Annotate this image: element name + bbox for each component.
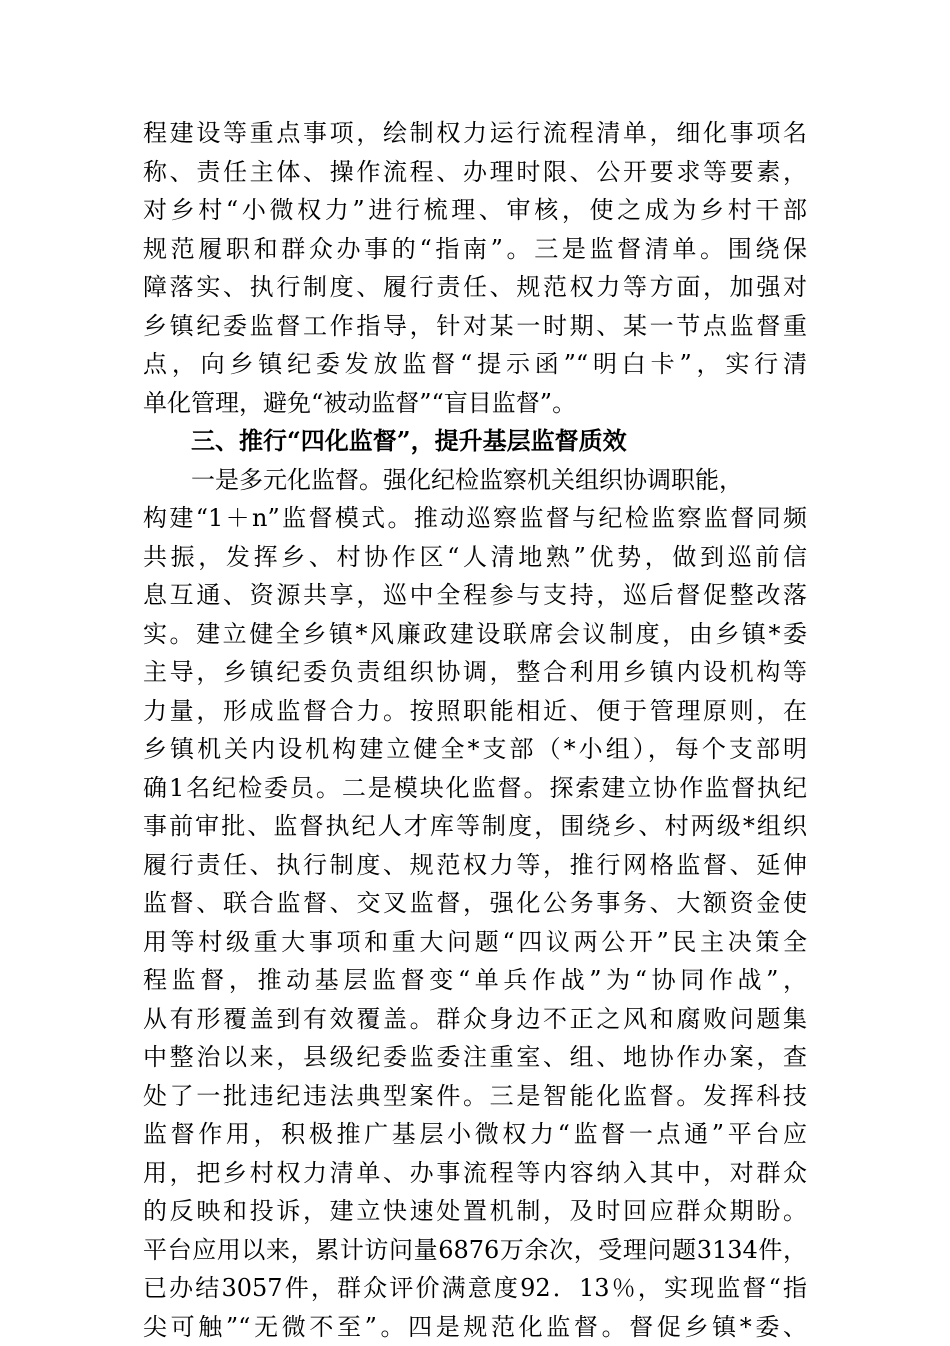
- paragraph-body: [143, 461, 807, 1346]
- document-page: [143, 114, 807, 1346]
- paragraph-continuation: [143, 114, 807, 422]
- text-line: 监督、联合监督、交叉监督，强化公务事务、大额资金使: [143, 884, 807, 923]
- text-line: 事前审批、监督执纪人才库等制度，围绕乡、村两级*组织: [143, 807, 807, 846]
- text-line: 力量，形成监督合力。按照职能相近、便于管理原则，在: [143, 692, 807, 731]
- text-line: 乡镇机关内设机构建立健全*支部（*小组），每个支部明: [143, 730, 807, 769]
- text-line: 程监督，推动基层监督变“单兵作战”为“协同作战”，: [143, 961, 807, 1000]
- text-line: 主导，乡镇纪委负责组织协调，整合利用乡镇内设机构等: [143, 653, 807, 692]
- text-line: 规范履职和群众办事的“指南”。三是监督清单。围绕保: [143, 230, 807, 269]
- section-heading: 三、推行“四化监督”，提升基层监督质效: [143, 422, 807, 461]
- text-line: 确1名纪检委员。二是模块化监督。探索建立协作监督执纪: [143, 769, 807, 808]
- text-line: 平台应用以来，累计访问量6876万余次，受理问题3134件，: [143, 1231, 807, 1270]
- text-line: 实。建立健全乡镇*风廉政建设联席会议制度，由乡镇*委: [143, 615, 807, 654]
- text-line: 一是多元化监督。强化纪检监察机关组织协调职能，: [143, 461, 807, 500]
- text-line: 单化管理，避免“被动监督”“盲目监督”。: [143, 384, 807, 423]
- text-line: 对乡村“小微权力”进行梳理、审核，使之成为乡村干部: [143, 191, 807, 230]
- text-line: 乡镇纪委监督工作指导，针对某一时期、某一节点监督重: [143, 307, 807, 346]
- text-line: 息互通、资源共享，巡中全程参与支持，巡后督促整改落: [143, 576, 807, 615]
- text-line: 中整治以来，县级纪委监委注重室、组、地协作办案，查: [143, 1038, 807, 1077]
- text-line: 从有形覆盖到有效覆盖。群众身边不正之风和腐败问题集: [143, 1000, 807, 1039]
- text-line: 尖可触”“无微不至”。四是规范化监督。督促乡镇*委、: [143, 1308, 807, 1346]
- text-line: 称、责任主体、操作流程、办理时限、公开要求等要素，: [143, 153, 807, 192]
- text-line: 已办结3057件，群众评价满意度92．13％，实现监督“指: [143, 1269, 807, 1308]
- text-line: 履行责任、执行制度、规范权力等，推行网格监督、延伸: [143, 846, 807, 885]
- text-line: 用，把乡村权力清单、办事流程等内容纳入其中，对群众: [143, 1154, 807, 1193]
- text-line: 的反映和投诉，建立快速处置机制，及时回应群众期盼。: [143, 1192, 807, 1231]
- text-line: 点，向乡镇纪委发放监督“提示函”“明白卡”，实行清: [143, 345, 807, 384]
- text-line: 处了一批违纪违法典型案件。三是智能化监督。发挥科技: [143, 1077, 807, 1116]
- text-line: 共振，发挥乡、村协作区“人清地熟”优势，做到巡前信: [143, 538, 807, 577]
- text-line: 用等村级重大事项和重大问题“四议两公开”民主决策全: [143, 923, 807, 962]
- text-line: 监督作用，积极推广基层小微权力“监督一点通”平台应: [143, 1115, 807, 1154]
- text-line: 障落实、执行制度、履行责任、规范权力等方面，加强对: [143, 268, 807, 307]
- text-line: 程建设等重点事项，绘制权力运行流程清单，细化事项名: [143, 114, 807, 153]
- text-line: 构建“1＋n”监督模式。推动巡察监督与纪检监察监督同频: [143, 499, 807, 538]
